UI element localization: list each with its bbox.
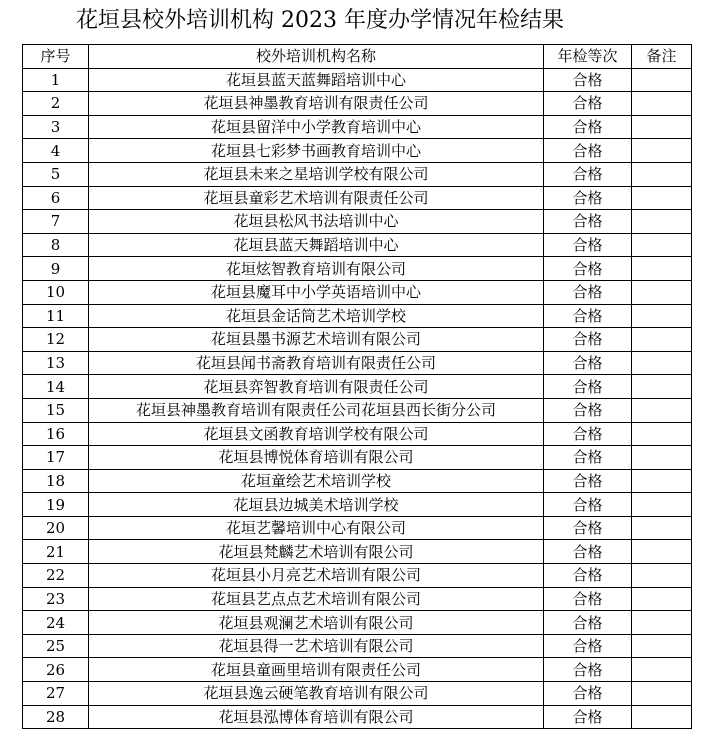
institution-name: 花垣县弈智教育培训有限责任公司 bbox=[89, 375, 544, 399]
inspection-grade: 合格 bbox=[544, 705, 632, 729]
header-grade: 年检等次 bbox=[544, 45, 632, 69]
remark bbox=[632, 705, 692, 729]
inspection-grade: 合格 bbox=[544, 398, 632, 422]
institution-name: 花垣县梵麟艺术培训有限公司 bbox=[89, 540, 544, 564]
table-row bbox=[23, 162, 692, 186]
table-row bbox=[23, 233, 692, 257]
row-number: 16 bbox=[23, 422, 89, 446]
inspection-grade: 合格 bbox=[544, 304, 632, 328]
inspection-grade: 合格 bbox=[544, 469, 632, 493]
inspection-grade: 合格 bbox=[544, 162, 632, 186]
institution-name: 花垣县留洋中小学教育培训中心 bbox=[89, 115, 544, 139]
table-row bbox=[23, 540, 692, 564]
inspection-grade: 合格 bbox=[544, 233, 632, 257]
remark bbox=[632, 162, 692, 186]
table-row bbox=[23, 611, 692, 635]
institution-name: 花垣童绘艺术培训学校 bbox=[89, 469, 544, 493]
row-number: 6 bbox=[23, 186, 89, 210]
row-number: 10 bbox=[23, 280, 89, 304]
inspection-grade: 合格 bbox=[544, 634, 632, 658]
row-number: 9 bbox=[23, 257, 89, 281]
inspection-grade: 合格 bbox=[544, 422, 632, 446]
inspection-grade: 合格 bbox=[544, 257, 632, 281]
institution-name: 花垣县艺点点艺术培训有限公司 bbox=[89, 587, 544, 611]
remark bbox=[632, 682, 692, 706]
inspection-grade: 合格 bbox=[544, 682, 632, 706]
remark bbox=[632, 658, 692, 682]
inspection-grade: 合格 bbox=[544, 280, 632, 304]
remark bbox=[632, 422, 692, 446]
row-number: 17 bbox=[23, 446, 89, 470]
row-number: 18 bbox=[23, 469, 89, 493]
row-number: 8 bbox=[23, 233, 89, 257]
table-row bbox=[23, 139, 692, 163]
table-row bbox=[23, 564, 692, 588]
institution-name: 花垣县蓝天蓝舞蹈培训中心 bbox=[89, 68, 544, 92]
table-row bbox=[23, 115, 692, 139]
inspection-grade: 合格 bbox=[544, 587, 632, 611]
remark bbox=[632, 186, 692, 210]
inspection-grade: 合格 bbox=[544, 115, 632, 139]
row-number: 21 bbox=[23, 540, 89, 564]
table-row bbox=[23, 375, 692, 399]
row-number: 25 bbox=[23, 634, 89, 658]
table-row bbox=[23, 682, 692, 706]
table-row bbox=[23, 186, 692, 210]
table-row bbox=[23, 587, 692, 611]
table-row bbox=[23, 304, 692, 328]
header-row bbox=[23, 45, 692, 69]
remark bbox=[632, 469, 692, 493]
inspection-grade: 合格 bbox=[544, 68, 632, 92]
header-name: 校外培训机构名称 bbox=[89, 45, 544, 69]
institution-name: 花垣县蓝天舞蹈培训中心 bbox=[89, 233, 544, 257]
row-number: 4 bbox=[23, 139, 89, 163]
institution-name: 花垣县闻书斋教育培训有限责任公司 bbox=[89, 351, 544, 375]
institution-name: 花垣县松风书法培训中心 bbox=[89, 210, 544, 234]
inspection-grade: 合格 bbox=[544, 92, 632, 116]
inspection-grade: 合格 bbox=[544, 139, 632, 163]
remark bbox=[632, 634, 692, 658]
row-number: 13 bbox=[23, 351, 89, 375]
remark bbox=[632, 564, 692, 588]
institution-name: 花垣县未来之星培训学校有限公司 bbox=[89, 162, 544, 186]
remark bbox=[632, 92, 692, 116]
table-row bbox=[23, 92, 692, 116]
inspection-grade: 合格 bbox=[544, 186, 632, 210]
row-number: 11 bbox=[23, 304, 89, 328]
remark bbox=[632, 115, 692, 139]
row-number: 14 bbox=[23, 375, 89, 399]
row-number: 2 bbox=[23, 92, 89, 116]
inspection-grade: 合格 bbox=[544, 658, 632, 682]
inspection-grade: 合格 bbox=[544, 516, 632, 540]
institution-name: 花垣县得一艺术培训有限公司 bbox=[89, 634, 544, 658]
remark bbox=[632, 139, 692, 163]
row-number: 24 bbox=[23, 611, 89, 635]
institution-name: 花垣县金话筒艺术培训学校 bbox=[89, 304, 544, 328]
institution-name: 花垣炫智教育培训有限公司 bbox=[89, 257, 544, 281]
header-no: 序号 bbox=[23, 45, 89, 69]
remark bbox=[632, 328, 692, 352]
remark bbox=[632, 233, 692, 257]
institution-name: 花垣县童彩艺术培训有限责任公司 bbox=[89, 186, 544, 210]
row-number: 28 bbox=[23, 705, 89, 729]
institution-name: 花垣县逸云硬笔教育培训有限公司 bbox=[89, 682, 544, 706]
remark bbox=[632, 375, 692, 399]
row-number: 3 bbox=[23, 115, 89, 139]
remark bbox=[632, 611, 692, 635]
table-row bbox=[23, 351, 692, 375]
inspection-grade: 合格 bbox=[544, 328, 632, 352]
inspection-grade: 合格 bbox=[544, 493, 632, 517]
table-row bbox=[23, 257, 692, 281]
remark bbox=[632, 516, 692, 540]
table-row bbox=[23, 493, 692, 517]
row-number: 20 bbox=[23, 516, 89, 540]
table-row bbox=[23, 634, 692, 658]
institution-name: 花垣县七彩梦书画教育培训中心 bbox=[89, 139, 544, 163]
institution-name: 花垣艺馨培训中心有限公司 bbox=[89, 516, 544, 540]
remark bbox=[632, 257, 692, 281]
table-row bbox=[23, 68, 692, 92]
institution-name: 花垣县博悦体育培训有限公司 bbox=[89, 446, 544, 470]
institution-name: 花垣县泓博体育培训有限公司 bbox=[89, 705, 544, 729]
institution-name: 花垣县观澜艺术培训有限公司 bbox=[89, 611, 544, 635]
remark bbox=[632, 210, 692, 234]
institution-name: 花垣县童画里培训有限责任公司 bbox=[89, 658, 544, 682]
inspection-grade: 合格 bbox=[544, 210, 632, 234]
institution-name: 花垣县墨书源艺术培训有限公司 bbox=[89, 328, 544, 352]
row-number: 7 bbox=[23, 210, 89, 234]
remark bbox=[632, 540, 692, 564]
remark bbox=[632, 587, 692, 611]
table-row bbox=[23, 328, 692, 352]
institution-name: 花垣县魔耳中小学英语培训中心 bbox=[89, 280, 544, 304]
remark bbox=[632, 68, 692, 92]
inspection-grade: 合格 bbox=[544, 540, 632, 564]
table-row bbox=[23, 280, 692, 304]
institution-name: 花垣县神墨教育培训有限责任公司 bbox=[89, 92, 544, 116]
remark bbox=[632, 493, 692, 517]
table-row bbox=[23, 210, 692, 234]
institution-name: 花垣县文函教育培训学校有限公司 bbox=[89, 422, 544, 446]
row-number: 1 bbox=[23, 68, 89, 92]
row-number: 12 bbox=[23, 328, 89, 352]
remark bbox=[632, 351, 692, 375]
row-number: 19 bbox=[23, 493, 89, 517]
row-number: 22 bbox=[23, 564, 89, 588]
header-note: 备注 bbox=[632, 45, 692, 69]
institution-name: 花垣县小月亮艺术培训有限公司 bbox=[89, 564, 544, 588]
table-row bbox=[23, 469, 692, 493]
institution-name: 花垣县边城美术培训学校 bbox=[89, 493, 544, 517]
row-number: 5 bbox=[23, 162, 89, 186]
page-title: 花垣县校外培训机构 2023 年度办学情况年检结果 bbox=[76, 8, 564, 33]
inspection-grade: 合格 bbox=[544, 446, 632, 470]
inspection-grade: 合格 bbox=[544, 564, 632, 588]
row-number: 23 bbox=[23, 587, 89, 611]
row-number: 26 bbox=[23, 658, 89, 682]
table-row bbox=[23, 422, 692, 446]
table-row bbox=[23, 516, 692, 540]
results-table bbox=[22, 44, 692, 729]
inspection-grade: 合格 bbox=[544, 611, 632, 635]
inspection-grade: 合格 bbox=[544, 351, 632, 375]
table-row bbox=[23, 398, 692, 422]
row-number: 15 bbox=[23, 398, 89, 422]
row-number: 27 bbox=[23, 682, 89, 706]
remark bbox=[632, 304, 692, 328]
table-row bbox=[23, 705, 692, 729]
table-row bbox=[23, 446, 692, 470]
remark bbox=[632, 280, 692, 304]
inspection-grade: 合格 bbox=[544, 375, 632, 399]
table-row bbox=[23, 658, 692, 682]
institution-name: 花垣县神墨教育培训有限责任公司花垣县西长街分公司 bbox=[89, 398, 544, 422]
remark bbox=[632, 446, 692, 470]
remark bbox=[632, 398, 692, 422]
